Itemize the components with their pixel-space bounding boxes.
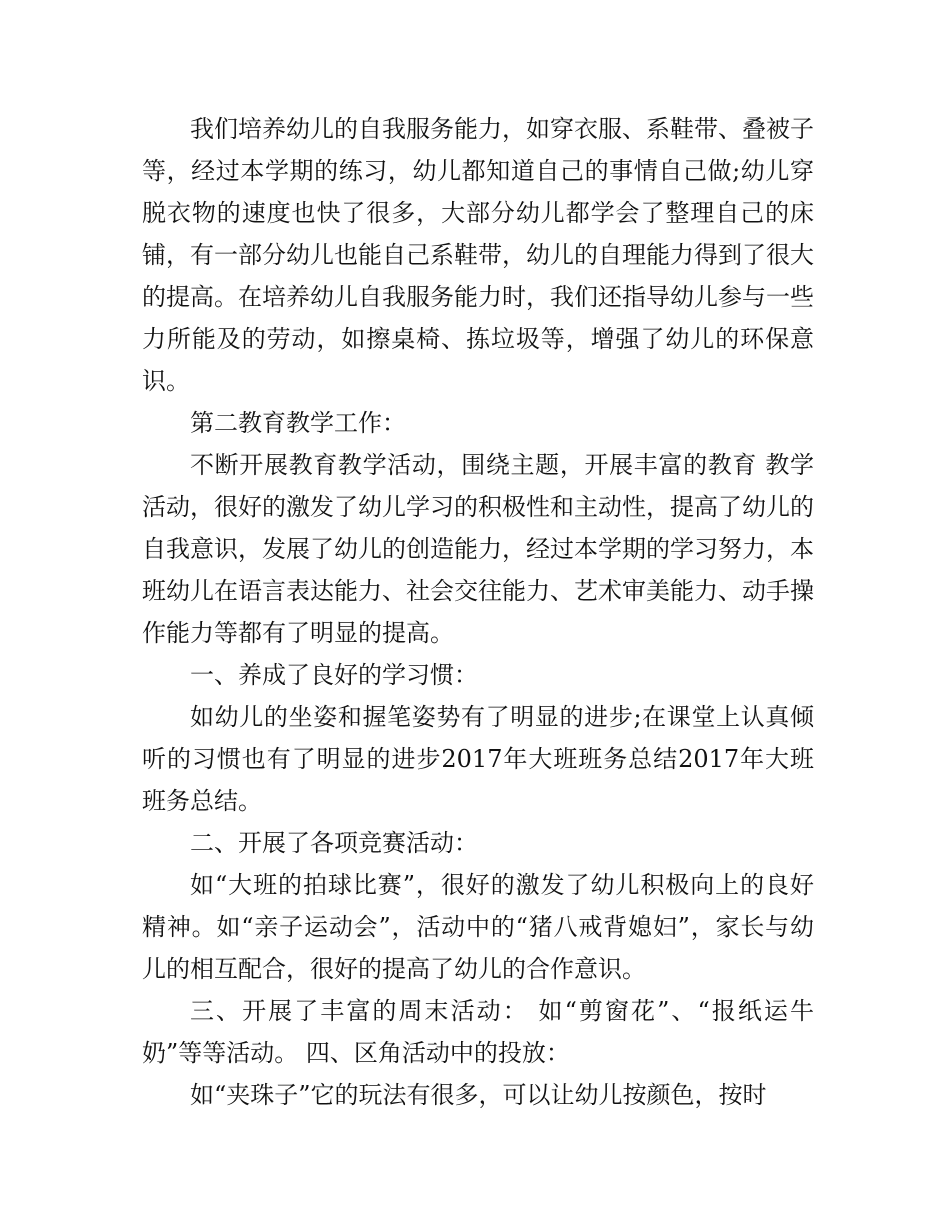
- paragraph-self-service: 我们培养幼儿的自我服务能力，如穿衣服、系鞋带、叠被子等，经过本学期的练习，幼儿都知道自己的事情自己做;幼儿穿脱衣物的速度也快了很多，大部分幼儿都学会了整理自己的床铺，有一部分幼儿也能自己系鞋带，幼儿的自理能力得到了很大的提高。在培养幼儿自我服务能力时，我们还指导幼儿参与一些力所能及的劳动，如擦桌椅、拣垃圾等，增强了幼儿的环保意识。: [142, 115, 814, 395]
- paragraph-weekend-activities: 三、开展了丰富的周末活动： 如“剪窗花”、“报纸运牛奶”等等活动。 四、区角活动中的投放：: [142, 997, 814, 1067]
- document-body: [142, 108, 814, 1116]
- paragraph-competitions: 如“大班的拍球比赛”，很好的激发了幼儿积极向上的良好精神。如“亲子运动会”，活动中的“猪八戒背媳妇”，家长与幼儿的相互配合，很好的提高了幼儿的合作意识。: [142, 871, 814, 983]
- heading-study-habits: 一、养成了良好的学习惯：: [190, 661, 478, 689]
- paragraph-teaching-activities: 不断开展教育教学活动，围绕主题，开展丰富的教育 教学活动，很好的激发了幼儿学习的积极性和主动性，提高了幼儿的自我意识，发展了幼儿的创造能力，经过本学期的学习努力，本班幼儿在语言表达能力、社会交往能力、艺术审美能力、动手操作能力等都有了明显的提高。: [142, 451, 814, 647]
- paragraph-bead-game: 如“夹珠子”它的玩法有很多，可以让幼儿按颜色，按时: [190, 1081, 767, 1109]
- heading-teaching-work: 第二教育教学工作：: [190, 409, 406, 437]
- paragraph-study-habits: 如幼儿的坐姿和握笔姿势有了明显的进步;在课堂上认真倾听的习惯也有了明显的进步2017年大班班务总结2017年大班班务总结。: [142, 703, 814, 815]
- heading-competitions: 二、开展了各项竞赛活动：: [190, 829, 478, 857]
